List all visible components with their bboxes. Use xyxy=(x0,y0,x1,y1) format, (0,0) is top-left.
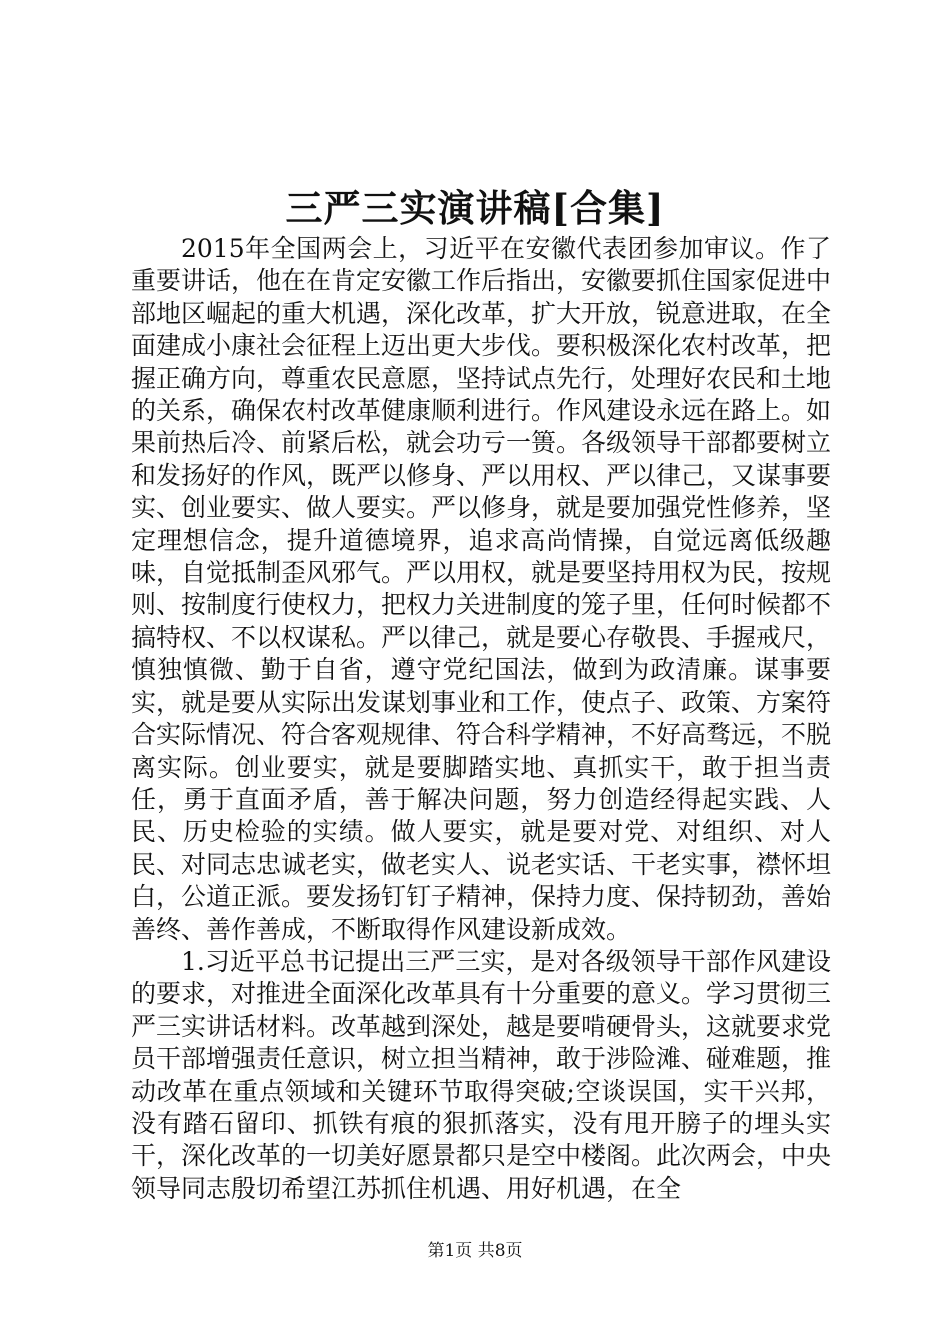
page-indicator: 第1页 共8页 xyxy=(427,1241,523,1261)
paragraph-1: 2015年全国两会上，习近平在安徽代表团参加审议。作了重要讲话，他在在肯定安徽工作后指出，安徽要抓住国家促进中部地区崛起的重大机遇，深化改革，扩大开放，锐意进取，在全面建成小康社会征程上迈出更大步伐。要积极深化农村改革，把握正确方向，尊重农民意愿，坚持试点先行，处理好农民和土地的关系，确保农村改革健康顺利进行。作风建设永远在路上。如果前热后冷、前紧后松，就会功亏一篑。各级领导干部都要树立和发扬好的作风，既严以修身、严以用权、严以律己，又谋事要实、创业要实、做人要实。严以修身，就是要加强党性修养，坚定理想信念，提升道德境界，追求高尚情操，自觉远离低级趣味，自觉抵制歪风邪气。严以用权，就是要坚持用权为民，按规则、按制度行使权力，把权力关进制度的笼子里，任何时候都不搞特权、不以权谋私。严以律己，就是要心存敬畏、手握戒尺，慎独慎微、勤于自省，遵守党纪国法，做到为政清廉。谋事要实，就是要从实际出发谋划事业和工作，使点子、政策、方案符合实际情况、符合客观规律、符合科学精神，不好高骛远，不脱离实际。创业要实，就是要脚踏实地、真抓实干，敢于担当责任，勇于直面矛盾，善于解决问题，努力创造经得起实践、人民、历史检验的实绩。做人要实，就是要对党、对组织、对人民、对同志忠诚老实，做老实人、说老实话、干老实事，襟怀坦白，公道正派。要发扬钉钉子精神，保持力度、保持韧劲，善始善终、善作善成，不断取得作风建设新成效。 xyxy=(131,234,832,944)
paragraph-2: 1.习近平总书记提出三严三实，是对各级领导干部作风建设的要求，对推进全面深化改革具有十分重要的意义。学习贯彻三严三实讲话材料。改革越到深处，越是要啃硬骨头，这就要求党员干部增强责任意识，树立担当精神，敢于涉险滩、碰难题，推动改革在重点领域和关键环节取得突破;空谈误国，实干兴邦，没有踏石留印、抓铁有痕的狠抓落实，没有甩开膀子的埋头实干，深化改革的一切美好愿景都只是空中楼阁。此次两会，中央领导同志殷切希望江苏抓住机遇、用好机遇，在全 xyxy=(131,946,832,1203)
document-body xyxy=(131,233,831,1205)
document-title: 三严三实演讲稿[合集] xyxy=(285,186,665,230)
